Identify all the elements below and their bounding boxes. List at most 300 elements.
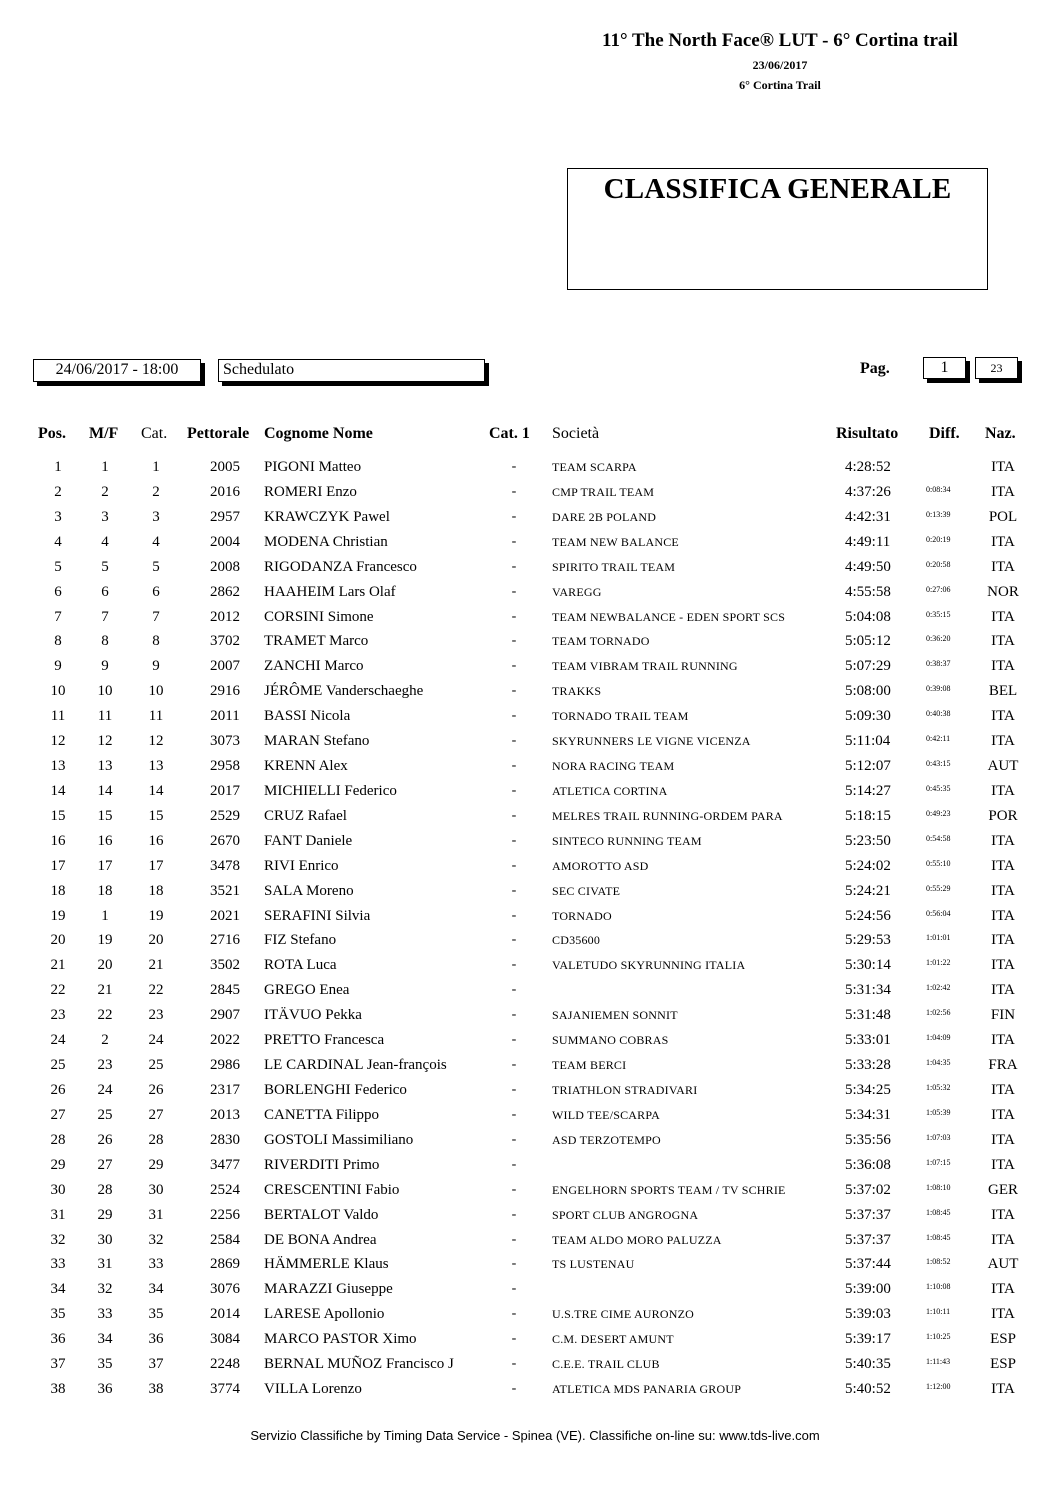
table-row bbox=[0, 833, 1059, 858]
cell-name: BORLENGHI Federico bbox=[264, 1082, 407, 1098]
cell-cat: 20 bbox=[148, 932, 164, 949]
cell-pettorale: 2248 bbox=[210, 1356, 240, 1373]
cell-diff: 1:10:11 bbox=[926, 1307, 951, 1317]
table-row bbox=[0, 808, 1059, 833]
cell-naz: ITA bbox=[991, 483, 1015, 500]
cell-pettorale: 3084 bbox=[210, 1331, 240, 1348]
cell-pettorale: 3076 bbox=[210, 1281, 240, 1298]
cell-risultato: 5:39:17 bbox=[845, 1331, 891, 1348]
cell-naz: ITA bbox=[991, 832, 1015, 849]
cell-cat1: - bbox=[511, 907, 517, 923]
cell-naz: ESP bbox=[990, 1331, 1016, 1348]
cell-risultato: 5:18:15 bbox=[845, 807, 891, 824]
cell-diff: 0:20:19 bbox=[926, 534, 951, 544]
cell-name: SERAFINI Silvia bbox=[264, 907, 371, 924]
cell-diff: 1:07:15 bbox=[926, 1157, 951, 1167]
cell-cat: 4 bbox=[152, 533, 160, 550]
cell-naz: ITA bbox=[991, 1082, 1015, 1098]
cell-pos: 18 bbox=[50, 882, 66, 899]
cell-pettorale: 2011 bbox=[210, 708, 240, 725]
cell-risultato: 5:09:30 bbox=[845, 708, 891, 725]
cell-cat: 30 bbox=[148, 1181, 164, 1198]
table-row bbox=[0, 1381, 1059, 1406]
table-row bbox=[0, 708, 1059, 733]
cell-cat1: - bbox=[511, 508, 517, 524]
table-row bbox=[0, 658, 1059, 683]
cell-pos: 17 bbox=[50, 857, 66, 874]
cell-name: DE BONA Andrea bbox=[264, 1231, 377, 1248]
cell-cat: 37 bbox=[148, 1356, 164, 1373]
cell-risultato: 5:04:08 bbox=[845, 608, 891, 625]
cell-risultato: 5:39:00 bbox=[845, 1281, 891, 1298]
cell-societa: ATLETICA MDS PANARIA GROUP bbox=[552, 1382, 742, 1397]
cell-cat: 36 bbox=[148, 1331, 164, 1348]
table-row bbox=[0, 484, 1059, 509]
cell-pos: 13 bbox=[50, 758, 66, 775]
cell-societa: DARE 2B POLAND bbox=[552, 509, 657, 524]
cell-risultato: 5:08:00 bbox=[845, 683, 891, 700]
cell-naz: AUT bbox=[987, 1256, 1019, 1273]
cell-societa: ATLETICA CORTINA bbox=[552, 783, 668, 798]
classification-title: CLASSIFICA GENERALE bbox=[603, 173, 952, 205]
cell-naz: ITA bbox=[991, 733, 1015, 750]
table-row bbox=[0, 534, 1059, 559]
cell-mf: 24 bbox=[97, 1082, 113, 1098]
table-row bbox=[0, 633, 1059, 658]
cell-pos: 30 bbox=[50, 1181, 66, 1198]
cell-diff: 1:11:43 bbox=[926, 1357, 951, 1367]
cell-risultato: 5:34:25 bbox=[845, 1082, 891, 1098]
footer-credit: Servizio Classifiche by Timing Data Service - Spinea (VE). Classifiche on-line su: www.tds-live.com bbox=[250, 1428, 820, 1443]
cell-cat: 33 bbox=[148, 1256, 164, 1273]
cell-societa: TORNADO TRAIL TEAM bbox=[552, 709, 689, 724]
cell-naz: ITA bbox=[991, 1106, 1015, 1123]
cell-pos: 8 bbox=[54, 633, 62, 650]
table-row bbox=[0, 559, 1059, 584]
cell-pos: 1 bbox=[54, 459, 62, 475]
cell-name: KRAWCZYK Pawel bbox=[264, 508, 390, 525]
cell-mf: 20 bbox=[97, 957, 113, 974]
col-header-cat1: Cat. 1 bbox=[489, 425, 530, 442]
table-row bbox=[0, 1007, 1059, 1032]
cell-mf: 2 bbox=[101, 483, 109, 500]
table-row bbox=[0, 609, 1059, 634]
cell-societa: TS LUSTENAU bbox=[552, 1257, 635, 1272]
cell-name: RIVI Enrico bbox=[264, 857, 339, 874]
cell-name: MARAZZI Giuseppe bbox=[264, 1281, 393, 1298]
cell-societa: MELRES TRAIL RUNNING-ORDEM PARA bbox=[552, 808, 783, 823]
cell-mf: 34 bbox=[97, 1331, 113, 1348]
cell-diff: 0:55:10 bbox=[926, 858, 951, 868]
cell-naz: ITA bbox=[991, 882, 1015, 899]
table-row bbox=[0, 1057, 1059, 1082]
cell-pos: 25 bbox=[50, 1057, 66, 1074]
cell-risultato: 5:37:37 bbox=[845, 1206, 891, 1223]
page-number-box: 1 bbox=[923, 357, 966, 379]
table-row bbox=[0, 1032, 1059, 1057]
cell-diff: 0:27:06 bbox=[926, 584, 951, 594]
cell-diff: 1:04:35 bbox=[926, 1058, 951, 1068]
cell-risultato: 5:40:35 bbox=[845, 1356, 891, 1373]
cell-risultato: 5:34:31 bbox=[845, 1106, 891, 1123]
cell-societa: VALETUDO SKYRUNNING ITALIA bbox=[552, 958, 746, 973]
cell-pettorale: 3774 bbox=[210, 1381, 240, 1398]
cell-diff: 0:55:29 bbox=[926, 883, 951, 893]
table-row bbox=[0, 459, 1059, 484]
cell-pettorale: 2016 bbox=[210, 483, 240, 500]
cell-societa: AMOROTTO ASD bbox=[552, 858, 649, 873]
table-row bbox=[0, 1157, 1059, 1182]
cell-pettorale: 2862 bbox=[210, 583, 240, 600]
cell-mf: 25 bbox=[97, 1106, 113, 1123]
cell-risultato: 5:35:56 bbox=[845, 1131, 891, 1148]
cell-name: GOSTOLI Massimiliano bbox=[264, 1131, 414, 1148]
col-header-naz: Naz. bbox=[985, 425, 1016, 442]
cell-risultato: 4:28:52 bbox=[845, 459, 891, 475]
cell-pettorale: 2014 bbox=[210, 1306, 240, 1323]
cell-mf: 8 bbox=[101, 633, 109, 650]
event-date: 23/06/2017 bbox=[752, 58, 808, 72]
cell-diff: 1:02:56 bbox=[926, 1008, 951, 1018]
status-box: Schedulato bbox=[218, 359, 485, 382]
table-row bbox=[0, 1281, 1059, 1306]
cell-pos: 22 bbox=[50, 982, 66, 999]
cell-societa: SPIRITO TRAIL TEAM bbox=[552, 559, 676, 574]
cell-societa: TEAM BERCI bbox=[552, 1058, 627, 1073]
cell-diff: 1:08:10 bbox=[926, 1182, 951, 1192]
cell-diff: 0:40:38 bbox=[926, 709, 951, 719]
cell-naz: ITA bbox=[991, 1131, 1015, 1148]
cell-name: ROTA Luca bbox=[264, 957, 337, 974]
cell-mf: 15 bbox=[97, 807, 113, 824]
cell-name: CANETTA Filippo bbox=[264, 1106, 380, 1123]
cell-pos: 14 bbox=[50, 782, 66, 799]
cell-risultato: 4:55:58 bbox=[845, 583, 891, 600]
cell-name: HAAHEIM Lars Olaf bbox=[264, 583, 396, 600]
cell-pos: 26 bbox=[50, 1082, 66, 1098]
cell-risultato: 4:42:31 bbox=[845, 508, 891, 525]
cell-pettorale: 2957 bbox=[210, 508, 240, 525]
cell-naz: FRA bbox=[988, 1057, 1018, 1074]
cell-cat1: - bbox=[511, 982, 517, 998]
cell-societa: C.M. DESERT AMUNT bbox=[552, 1332, 674, 1347]
cell-pettorale: 2869 bbox=[210, 1256, 240, 1273]
cell-cat1: - bbox=[511, 1231, 517, 1247]
cell-naz: ITA bbox=[991, 533, 1015, 550]
cell-pettorale: 2004 bbox=[210, 533, 240, 550]
cell-pos: 28 bbox=[50, 1131, 66, 1148]
cell-pettorale: 3702 bbox=[210, 633, 240, 650]
cell-cat1: - bbox=[511, 807, 517, 823]
col-header-pos: Pos. bbox=[38, 425, 66, 442]
cell-societa: ENGELHORN SPORTS TEAM / TV SCHRIE bbox=[552, 1182, 786, 1197]
cell-cat1: - bbox=[511, 1082, 517, 1097]
cell-name: RIVERDITI Primo bbox=[264, 1156, 380, 1173]
cell-pettorale: 2017 bbox=[210, 782, 240, 799]
cell-pos: 23 bbox=[50, 1007, 66, 1024]
cell-naz: ITA bbox=[991, 1281, 1015, 1298]
cell-diff: 1:01:01 bbox=[926, 933, 951, 943]
cell-cat: 9 bbox=[152, 658, 160, 675]
table-row bbox=[0, 1232, 1059, 1257]
cell-naz: ITA bbox=[991, 907, 1015, 924]
cell-name: BERNAL MUÑOZ Francisco J bbox=[264, 1356, 454, 1373]
cell-name: ITÄVUO Pekka bbox=[264, 1007, 362, 1024]
cell-diff: 0:38:37 bbox=[926, 659, 951, 669]
cell-diff: 0:36:20 bbox=[926, 634, 951, 644]
cell-mf: 21 bbox=[97, 982, 113, 999]
table-row bbox=[0, 1306, 1059, 1331]
cell-cat1: - bbox=[511, 533, 517, 549]
table-row bbox=[0, 1207, 1059, 1232]
cell-cat1: - bbox=[511, 1032, 517, 1048]
cell-pos: 12 bbox=[50, 733, 66, 750]
cell-diff: 0:39:08 bbox=[926, 684, 951, 694]
cell-name: PIGONI Matteo bbox=[264, 459, 362, 475]
cell-cat: 21 bbox=[148, 957, 164, 974]
cell-name: RIGODANZA Francesco bbox=[264, 558, 417, 575]
cell-cat: 8 bbox=[152, 633, 160, 650]
table-row bbox=[0, 1331, 1059, 1356]
table-row bbox=[0, 509, 1059, 534]
event-title: 11° The North Face® LUT - 6° Cortina trail bbox=[602, 30, 958, 51]
cell-societa: NORA RACING TEAM bbox=[552, 759, 675, 774]
cell-mf: 5 bbox=[101, 558, 109, 575]
cell-pettorale: 2007 bbox=[210, 658, 240, 675]
cell-diff: 0:42:11 bbox=[926, 734, 951, 744]
cell-naz: ESP bbox=[990, 1356, 1016, 1373]
cell-pos: 9 bbox=[54, 658, 62, 675]
cell-cat1: - bbox=[511, 857, 517, 873]
cell-diff: 0:49:23 bbox=[926, 808, 951, 818]
cell-societa: TEAM SCARPA bbox=[552, 460, 637, 474]
cell-name: HÄMMERLE Klaus bbox=[264, 1256, 389, 1273]
cell-mf: 27 bbox=[97, 1156, 113, 1173]
page-label: Pag. bbox=[860, 360, 890, 377]
cell-cat1: - bbox=[511, 583, 517, 599]
cell-societa: SEC CIVATE bbox=[552, 883, 621, 898]
cell-name: BERTALOT Valdo bbox=[264, 1206, 379, 1223]
cell-societa: TEAM NEWBALANCE - EDEN SPORT SCS bbox=[552, 609, 786, 624]
cell-cat1: - bbox=[511, 782, 517, 798]
cell-societa: U.S.TRE CIME AURONZO bbox=[552, 1307, 695, 1322]
col-header-risultato: Risultato bbox=[836, 425, 899, 442]
cell-cat: 22 bbox=[148, 982, 164, 999]
cell-naz: BEL bbox=[988, 683, 1018, 700]
cell-risultato: 5:36:08 bbox=[845, 1156, 891, 1173]
table-row bbox=[0, 883, 1059, 908]
cell-cat: 26 bbox=[148, 1082, 164, 1098]
cell-mf: 12 bbox=[97, 733, 113, 750]
cell-pettorale: 3521 bbox=[210, 882, 240, 899]
cell-name: FIZ Stefano bbox=[264, 932, 337, 949]
cell-diff: 1:10:25 bbox=[926, 1332, 951, 1342]
cell-pettorale: 2584 bbox=[210, 1231, 240, 1248]
cell-naz: ITA bbox=[991, 558, 1015, 575]
cell-naz: FIN bbox=[990, 1007, 1016, 1024]
cell-risultato: 4:37:26 bbox=[845, 483, 891, 500]
cell-cat1: - bbox=[511, 658, 517, 674]
cell-pettorale: 2256 bbox=[210, 1206, 240, 1223]
cell-cat1: - bbox=[511, 1281, 517, 1297]
col-header-diff: Diff. bbox=[929, 425, 960, 442]
cell-pettorale: 2524 bbox=[210, 1181, 240, 1198]
col-header-pettorale: Pettorale bbox=[187, 425, 250, 442]
cell-name: MARAN Stefano bbox=[264, 733, 370, 750]
cell-pos: 27 bbox=[50, 1106, 66, 1123]
cell-societa: TEAM ALDO MORO PALUZZA bbox=[552, 1232, 722, 1247]
cell-name: VILLA Lorenzo bbox=[264, 1381, 362, 1398]
classification-box bbox=[567, 168, 988, 290]
cell-cat1: - bbox=[511, 882, 517, 898]
table-row bbox=[0, 932, 1059, 957]
cell-mf: 35 bbox=[97, 1356, 113, 1373]
cell-name: MICHIELLI Federico bbox=[264, 782, 397, 799]
cell-societa: TEAM TORNADO bbox=[552, 634, 650, 649]
cell-pettorale: 2716 bbox=[210, 932, 240, 949]
cell-name: TRAMET Marco bbox=[264, 633, 369, 650]
cell-name: FANT Daniele bbox=[264, 832, 353, 849]
cell-pettorale: 2845 bbox=[210, 982, 240, 999]
cell-name: JÉRÔME Vanderschaeghe bbox=[264, 683, 424, 700]
cell-mf: 3 bbox=[101, 508, 109, 525]
table-row bbox=[0, 1356, 1059, 1381]
cell-cat1: - bbox=[511, 558, 517, 574]
cell-cat1: - bbox=[511, 1356, 517, 1372]
cell-diff: 0:56:04 bbox=[926, 908, 951, 918]
table-row bbox=[0, 683, 1059, 708]
cell-cat1: - bbox=[511, 633, 517, 649]
table-row bbox=[0, 957, 1059, 982]
cell-societa: TEAM NEW BALANCE bbox=[552, 534, 679, 549]
cell-cat: 18 bbox=[148, 882, 164, 899]
cell-naz: ITA bbox=[991, 957, 1015, 974]
cell-pos: 20 bbox=[50, 932, 66, 949]
cell-name: LARESE Apollonio bbox=[264, 1306, 385, 1323]
cell-pos: 21 bbox=[50, 957, 66, 974]
cell-pos: 29 bbox=[50, 1156, 66, 1173]
cell-mf: 2 bbox=[101, 1032, 109, 1049]
cell-diff: 1:12:00 bbox=[926, 1382, 951, 1392]
cell-risultato: 5:31:48 bbox=[845, 1007, 891, 1024]
col-header-cat: Cat. bbox=[141, 425, 168, 442]
cell-risultato: 5:24:56 bbox=[845, 907, 891, 924]
cell-mf: 30 bbox=[97, 1231, 113, 1248]
cell-pos: 31 bbox=[50, 1206, 66, 1223]
cell-cat1: - bbox=[511, 459, 517, 474]
cell-cat: 31 bbox=[148, 1206, 164, 1223]
cell-name: LE CARDINAL Jean-françois bbox=[264, 1057, 447, 1074]
cell-cat1: - bbox=[511, 483, 517, 499]
cell-naz: ITA bbox=[991, 932, 1015, 949]
cell-cat: 19 bbox=[148, 907, 164, 924]
cell-cat: 5 bbox=[152, 558, 160, 575]
cell-mf: 31 bbox=[97, 1256, 113, 1273]
cell-societa: SUMMANO COBRAS bbox=[552, 1033, 669, 1048]
cell-societa: TRAKKS bbox=[552, 684, 602, 699]
cell-naz: ITA bbox=[991, 1231, 1015, 1248]
col-header-name: Cognome Nome bbox=[264, 425, 373, 442]
cell-mf: 29 bbox=[97, 1206, 113, 1223]
cell-societa: VAREGG bbox=[552, 584, 602, 599]
cell-diff: 0:43:15 bbox=[926, 759, 951, 769]
cell-risultato: 5:11:04 bbox=[845, 733, 891, 750]
cell-name: ZANCHI Marco bbox=[264, 658, 364, 675]
cell-mf: 7 bbox=[101, 608, 109, 625]
cell-risultato: 5:14:27 bbox=[845, 782, 891, 799]
cell-cat1: - bbox=[511, 1331, 517, 1347]
cell-pos: 35 bbox=[50, 1306, 66, 1323]
cell-societa: SPORT CLUB ANGROGNA bbox=[552, 1207, 699, 1222]
cell-risultato: 5:37:02 bbox=[845, 1181, 891, 1198]
cell-mf: 36 bbox=[97, 1381, 113, 1398]
cell-risultato: 5:33:01 bbox=[845, 1032, 891, 1049]
cell-societa: SAJANIEMEN SONNIT bbox=[552, 1008, 678, 1023]
cell-pettorale: 2012 bbox=[210, 608, 240, 625]
cell-name: CORSINI Simone bbox=[264, 608, 374, 625]
cell-mf: 32 bbox=[97, 1281, 113, 1298]
cell-cat: 7 bbox=[152, 608, 160, 625]
cell-naz: ITA bbox=[991, 459, 1015, 475]
cell-mf: 26 bbox=[97, 1131, 113, 1148]
cell-mf: 22 bbox=[97, 1007, 113, 1024]
datetime-box: 24/06/2017 - 18:00 bbox=[33, 359, 201, 382]
cell-pos: 11 bbox=[50, 708, 66, 725]
cell-mf: 23 bbox=[97, 1057, 113, 1074]
cell-pettorale: 2005 bbox=[210, 459, 240, 475]
cell-cat1: - bbox=[511, 708, 517, 724]
cell-naz: ITA bbox=[991, 1206, 1015, 1223]
cell-risultato: 5:24:21 bbox=[845, 882, 891, 899]
cell-cat: 25 bbox=[148, 1057, 164, 1074]
cell-mf: 17 bbox=[97, 857, 113, 874]
col-header-mf: M/F bbox=[89, 425, 119, 442]
cell-cat1: - bbox=[511, 1007, 517, 1023]
cell-cat1: - bbox=[511, 1381, 517, 1397]
cell-cat: 34 bbox=[148, 1281, 164, 1298]
cell-societa: WILD TEE/SCARPA bbox=[552, 1107, 661, 1122]
cell-name: MARCO PASTOR Ximo bbox=[264, 1331, 417, 1348]
cell-diff: 0:35:15 bbox=[926, 609, 951, 619]
cell-diff: 1:05:39 bbox=[926, 1107, 951, 1117]
cell-pettorale: 3477 bbox=[210, 1156, 240, 1173]
table-row bbox=[0, 733, 1059, 758]
cell-pettorale: 3502 bbox=[210, 957, 240, 974]
cell-diff: 1:08:45 bbox=[926, 1232, 951, 1242]
cell-pos: 4 bbox=[54, 533, 62, 550]
cell-risultato: 5:40:52 bbox=[845, 1381, 891, 1398]
cell-cat: 24 bbox=[148, 1032, 164, 1049]
cell-naz: ITA bbox=[991, 708, 1015, 725]
cell-mf: 16 bbox=[97, 832, 113, 849]
cell-risultato: 4:49:11 bbox=[845, 533, 891, 550]
cell-cat: 14 bbox=[148, 782, 164, 799]
cell-cat1: - bbox=[511, 1206, 517, 1222]
cell-diff: 0:13:39 bbox=[926, 509, 951, 519]
cell-societa: TEAM VIBRAM TRAIL RUNNING bbox=[552, 659, 738, 674]
cell-naz: ITA bbox=[991, 658, 1015, 675]
cell-societa: CD35600 bbox=[552, 933, 601, 948]
cell-pettorale: 2907 bbox=[210, 1007, 240, 1024]
cell-diff: 1:08:45 bbox=[926, 1207, 951, 1217]
cell-risultato: 5:33:28 bbox=[845, 1057, 891, 1074]
cell-diff: 1:02:42 bbox=[926, 983, 951, 993]
cell-cat: 11 bbox=[148, 708, 164, 725]
cell-naz: NOR bbox=[987, 583, 1019, 600]
cell-pettorale: 3478 bbox=[210, 857, 240, 874]
cell-mf: 1 bbox=[101, 907, 109, 924]
cell-societa: ASD TERZOTEMPO bbox=[552, 1132, 661, 1147]
